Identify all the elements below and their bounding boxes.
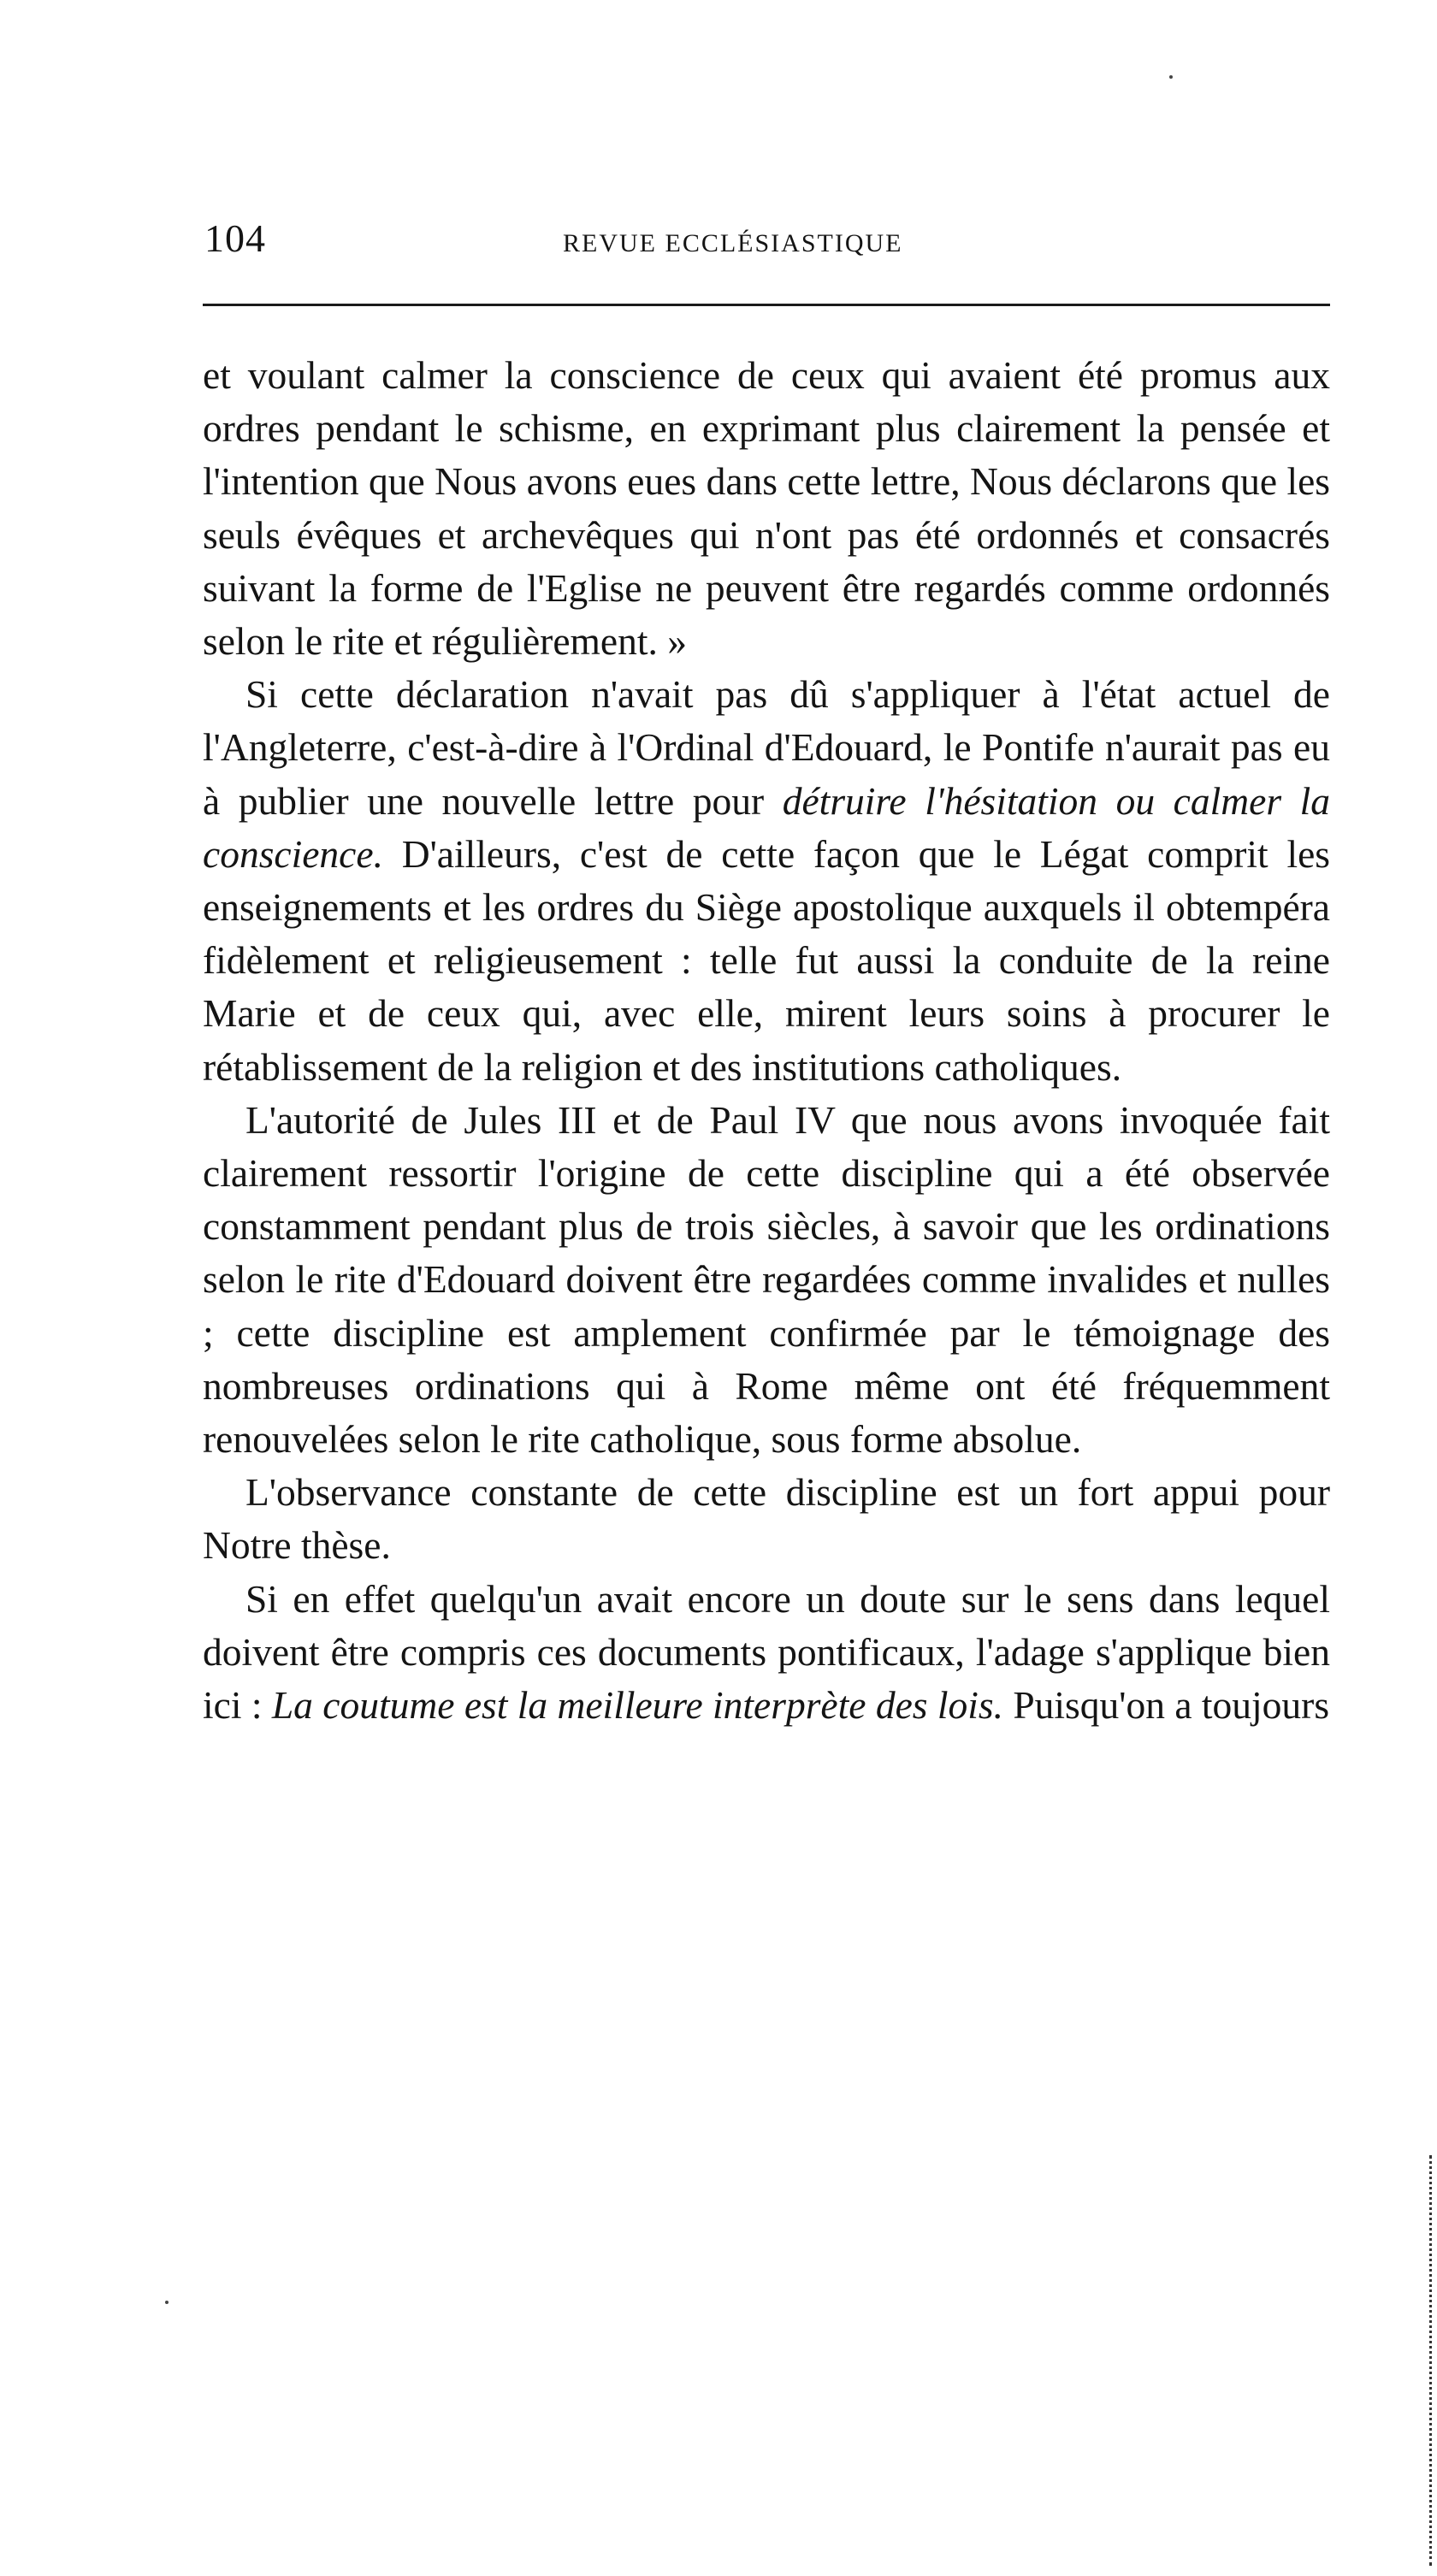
scan-speck [1169, 75, 1173, 79]
paragraph-3: L'autorité de Jules III et de Paul IV que nous avons invoquée fait clairement ressortir l'origine de cette discipline qui a été observée constamment pendant plus de trois siècles, à savoir que les ordinations selon le rite d'Edouard doivent être regardées comme invalides et nulles ; cette discipline est amplement confirmée par le témoignage des nombreuses ordinations qui à Rome même ont été fréquemment renouvelées selon le rite catholique, sous forme absolue. [203, 1097, 1330, 1462]
page-header [199, 216, 1333, 267]
paragraph-5-italic: La coutume est la meilleure interprète des lois. [271, 1683, 1003, 1728]
scan-edge-marks [1429, 2155, 1434, 2566]
paragraph-5 [203, 1573, 1330, 1733]
paragraph-5-text-b: Puisqu'on a toujours [1002, 1683, 1330, 1728]
paragraph-4: L'observance constante de cette discipline est un fort appui pour Notre thèse. [203, 1470, 1330, 1568]
page-number: 104 [204, 216, 266, 260]
paragraph-2-text-b: D'ailleurs, c'est de cette façon que le Légat comprit les enseignements et les ordres du Siège apostolique auxquels il obtempéra fidèlement et religieusement : telle fut aussi la conduite de la reine Marie et de ceux qui, avec elle, mirent leurs soins à procurer le rétablissement de la religion et des institutions catholiques. [203, 831, 1330, 1089]
header-rule [203, 304, 1330, 306]
paragraph-2-text-a: Si cette déclaration n'avait pas dû s'appliquer à l'état actuel de l'Angleterre, c'est-à-dire à l'Ordinal d'Edouard, le Pontife n'aurait pas eu à publier une nouvelle lettre pour [203, 672, 1330, 823]
body-text [203, 349, 1330, 1732]
paragraph-5-text-a: Si en effet quelqu'un avait encore un doute sur le sens dans lequel doivent être compris ces documents pontificaux, l'adage s'applique bien ici : [203, 1576, 1330, 1728]
paragraph-2 [203, 668, 1330, 1094]
paragraph-1: et voulant calmer la conscience de ceux qui avaient été promus aux ordres pendant le schisme, en exprimant plus clairement la pensée et l'intention que Nous avons eues dans cette lettre, Nous déclarons que les seuls évêques et archevêques qui n'ont pas été ordonnés et consacrés suivant la forme de l'Eglise ne peuvent être regardés comme ordonnés selon le rite et régulièrement. » [203, 353, 1330, 664]
paragraph-2-italic: détruire l'hésitation ou calmer la conscience. [203, 778, 1330, 876]
running-head: REVUE ECCLÉSIASTIQUE [563, 229, 903, 257]
scan-speck [165, 2301, 169, 2304]
